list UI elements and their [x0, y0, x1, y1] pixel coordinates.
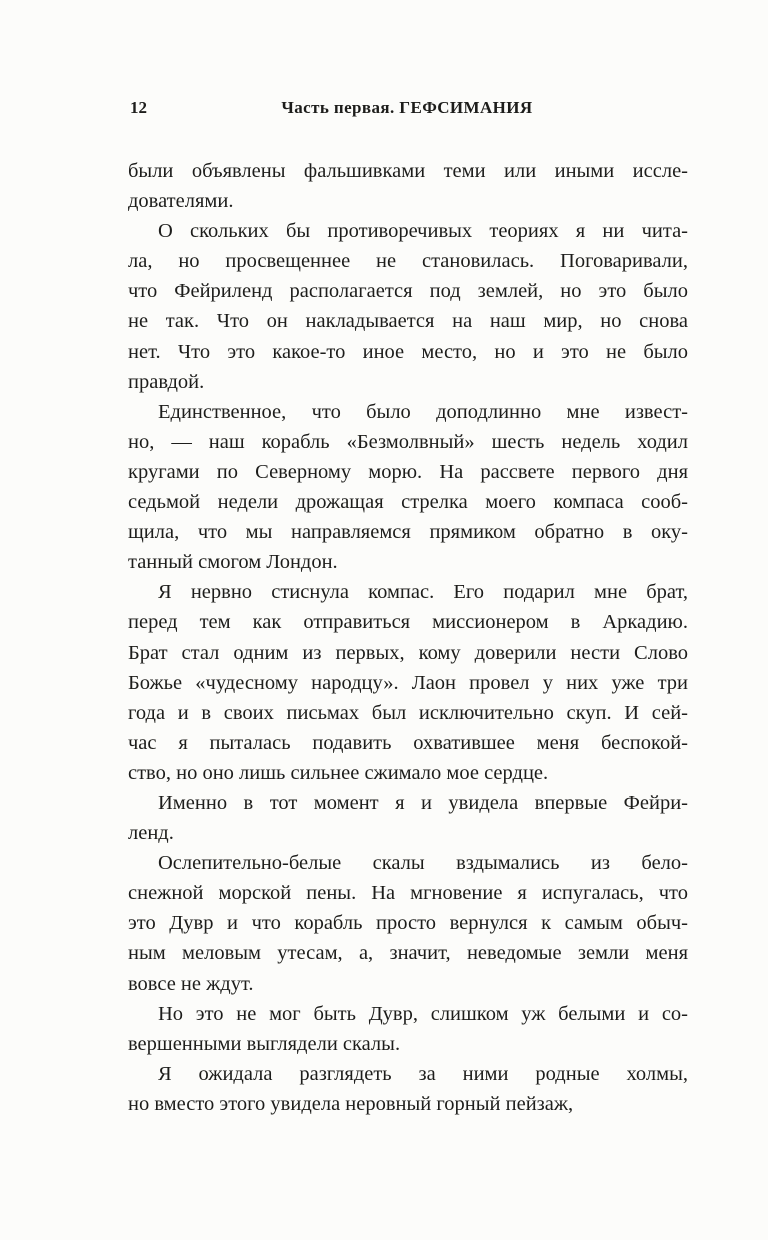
paragraph — [128, 577, 688, 788]
text-line: года и в своих письмах был исключительно скуп. И сей- — [128, 701, 688, 724]
text-line: перед тем как отправиться миссионером в Аркадию. — [128, 611, 688, 634]
text-line: О скольких бы противоречивых теориях я ни чита- — [158, 220, 688, 243]
page-text — [128, 156, 688, 1119]
paragraph — [128, 999, 688, 1059]
text-line: Божье «чудесному народцу». Лаон провел у них уже три — [128, 671, 688, 694]
paragraph — [128, 788, 688, 848]
text-line: нет. Что это какое-то иное место, но и это не было — [128, 340, 688, 363]
text-line: щила, что мы направляемся прямиком обратно в оку- — [128, 521, 688, 544]
text-line: танный смогом Лондон. — [128, 551, 338, 574]
text-line: Но это не мог быть Дувр, слишком уж белыми и со- — [158, 1002, 688, 1025]
text-line: это Дувр и что корабль просто вернулся к самым обыч- — [128, 912, 688, 935]
text-line: но, — наш корабль «Безмолвный» шесть недель ходил — [128, 430, 688, 453]
text-line: ство, но оно лишь сильнее сжимало мое сердце. — [128, 761, 549, 784]
text-line: Брат стал одним из первых, кому доверили нести Слово — [128, 641, 688, 664]
paragraph — [128, 848, 688, 998]
paragraph — [128, 216, 688, 397]
text-line: ленд. — [128, 822, 174, 845]
text-line: но вместо этого увидела неровный горный пейзаж, — [128, 1092, 574, 1115]
text-line: Я ожидала разглядеть за ними родные холмы, — [158, 1062, 688, 1085]
running-title: Часть первая. ГЕФСИМАНИЯ — [281, 98, 533, 117]
text-line: Я нервно стиснула компас. Его подарил мне брат, — [158, 581, 688, 604]
paragraph — [128, 1059, 688, 1119]
text-line: правдой. — [128, 370, 205, 393]
text-line: ла, но просвещеннее не становилась. Поговаривали, — [128, 250, 688, 273]
text-line: ным меловым утесам, а, значит, неведомые земли меня — [128, 942, 688, 965]
paragraph — [128, 156, 688, 216]
text-line: что Фейриленд располагается под землей, но это было — [128, 280, 688, 303]
paragraph — [128, 397, 688, 578]
page-header — [128, 98, 686, 122]
text-line: вовсе не ждут. — [128, 972, 254, 995]
text-line: Единственное, что было доподлинно мне извест- — [158, 400, 688, 423]
text-line: седьмой недели дрожащая стрелка моего компаса сооб- — [128, 491, 688, 514]
page-number: 12 — [130, 98, 147, 117]
text-line: Ослепительно-белые скалы вздымались из бело- — [158, 852, 688, 875]
text-line: кругами по Северному морю. На рассвете первого дня — [128, 460, 688, 483]
text-line: вершенными выглядели скалы. — [128, 1032, 401, 1055]
text-line: не так. Что он накладывается на наш мир, но снова — [128, 310, 688, 333]
text-line: дователями. — [128, 190, 234, 213]
text-line: час я пыталась подавить охватившее меня беспокой- — [128, 731, 688, 754]
text-line: снежной морской пены. На мгновение я испугалась, что — [128, 882, 688, 905]
text-line: были объявлены фальшивками теми или иными иссле- — [128, 160, 688, 182]
text-line: Именно в тот момент я и увидела впервые Фейри- — [158, 791, 688, 814]
